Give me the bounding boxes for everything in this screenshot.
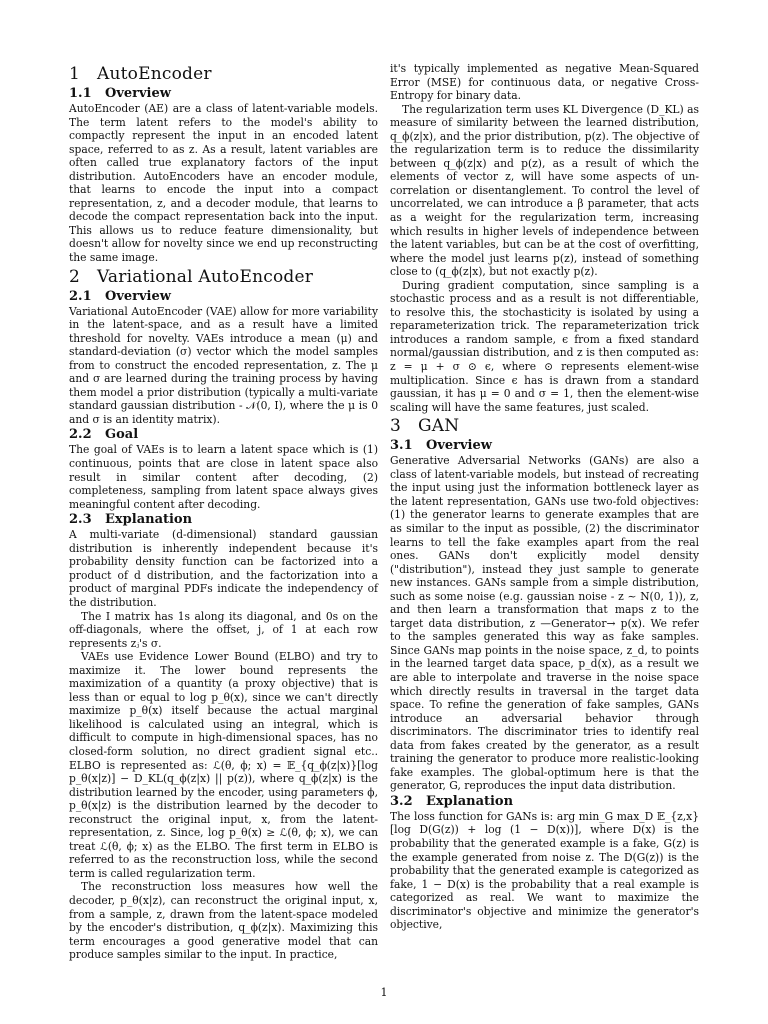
heading-number: 2.1	[69, 288, 92, 304]
heading-number: 3.2	[390, 793, 413, 809]
heading-number: 2.2	[69, 427, 92, 443]
heading-title: AutoEncoder	[97, 64, 212, 84]
heading-number: 2	[69, 266, 81, 287]
heading-number: 2.3	[69, 512, 92, 528]
subsection-heading	[69, 86, 378, 101]
subsection-heading	[390, 794, 699, 809]
paragraph: The I matrix has 1s along its diagonal, and 0s on the off-diagonals, where the offset, j, of 1 at each row represents zⱼ's σ.	[69, 609, 378, 650]
heading-title: Explanation	[105, 512, 193, 528]
heading-number: 1	[69, 64, 81, 84]
paragraph: The reconstruction loss measures how well the decoder, p_θ(x|z), can reconstruct the original input, x, from a sample, z, drawn from the latent-space modeled by the encoder's distribution, q_ϕ(z|x). Maximizing this term encourages a good generative model that can produce samples similar to the input. In practice,	[69, 880, 378, 962]
page-number: 1	[380, 986, 388, 999]
paragraph: A multi-variate (d-dimensional) standard gaussian distribution is inherently independent because it's probability density function can be factorized into a product of d distribution, and the factorization into a product of marginal PDFs indicate the independency of the distribution.	[69, 528, 378, 609]
paragraph: VAEs use Evidence Lower Bound (ELBO) and try to maximize it. The lower bound represents the maximization of a quantity (a proxy objective) that is less than or equal to log p_θ(x), since we can't directly maximize p_θ(x) itself because the actual marginal likelihood is calculated using an integral, which is difficult to compute in high-dimensional spaces, has no closed-form solution, no direct gradient signal etc.. ELBO is represented as: ℒ(θ, ϕ; x) = 𝔼_{q_ϕ(z|x)}[log p_θ(x|z)] − D_KL(q_ϕ(z|x) || p(z)), where q_ϕ(z|x) is the distribution learned by the encoder, using parameters ϕ, p_θ(x|z) is the distribution learned by the decoder to reconstruct the original input, x, from the latent-representation, z. Since, log p_θ(x) ≥ ℒ(θ, ϕ; x), we can treat ℒ(θ, ϕ; x) as the ELBO. The first term in ELBO is referred to as the reconstruction loss, while the second term is called regularization term.	[69, 650, 378, 880]
paragraph: Variational AutoEncoder (VAE) allow for more variability in the latent-space, and as a result have a limited threshold for novelty. VAEs introduce a mean (μ) and standard-deviation (σ) vector which the model samples from to construct the encoded representation, z. The μ and σ are learned during the training process by having them model a prior distribution (typically a multi-variate standard gaussian distribution - 𝒩(0, I), where the μ is 0 and σ is an identity matrix).	[69, 304, 378, 426]
heading-title: Overview	[426, 438, 492, 454]
heading-title: GAN	[418, 416, 460, 437]
heading-title: Overview	[105, 86, 171, 101]
subsection-heading	[390, 438, 699, 453]
section-heading	[69, 267, 378, 287]
paragraph: Generative Adversarial Networks (GANs) are also a class of latent-variable models, but instead of recreating the input using just the information bottleneck layer as the latent representation, GANs use two-fold objectives: (1) the generator learns to generate examples that are as similar to the input as possible, (2) the discriminator learns to tell the fake examples apart from the real ones. GANs don't explicitly model density ("distribution"), instead they just sample to generate new instances. GANs sample from a simple distribution, such as some noise (e.g. gaussian noise - z ∼ N(0, 1)), z, and then learn a transformation that maps z to the target data distribution, z —Generator→ p(x). We refer to the samples generated this way as fake samples. Since GANs map points in the noise space, z_d, to points in the learned target data space, p_d(x), as a result we are able to interpolate and traverse in the noise space which directly results in traversal in the target data space. To refine the generation of fake samples, GANs introduce an adversarial behavior through discriminators. The discriminator tries to identify real data from fakes created by the generator, as a result training the generator to produce more realistic-looking fake examples. The global-optimum here is that the generator, G, reproduces the input data distribution.	[390, 454, 699, 793]
heading-title: Overview	[105, 288, 171, 304]
paragraph: The regularization term uses KL Divergence (D_KL) as measure of similarity between the learned distribution, q_ϕ(z|x), and the prior distribution, p(z). The objective of the regularization term is to reduce the dissimilarity between q_ϕ(z|x) and p(z), as a result of which the elements of vector z, will have some aspects of un-correlation or disentanglement. To control the level of uncorrelated, we can introduce a β parameter, that acts as a weight for the regularization term, increasing which results in higher levels of independence between the latent variables, but can be at the cost of overfitting, where the model just learns p(z), instead of something close to (q_ϕ(z|x), but not exactly p(z).	[390, 102, 699, 279]
left-column	[69, 62, 378, 962]
heading-title: Variational AutoEncoder	[97, 266, 314, 287]
paragraph: AutoEncoder (AE) are a class of latent-variable models. The term latent refers to the model's ability to compactly represent the input in an encoded latent space, referred to as z. As a result, latent variables are often called true explanatory factors of the input distribution. AutoEncoders have an encoder module, that learns to encode the input into a compact representation, z, and a decoder module, that learns to decode the compact representation back into the input. This allows us to reduce feature dimensionality, but doesn't allow for novelty since we end up reconstructing the same image.	[69, 102, 378, 265]
heading-title: Goal	[105, 427, 139, 443]
heading-number: 1.1	[69, 86, 92, 101]
paragraph: it's typically implemented as negative Mean-Squared Error (MSE) for continuous data, or negative Cross-Entropy for binary data.	[390, 62, 699, 103]
right-column	[390, 62, 699, 932]
heading-title: Explanation	[426, 793, 514, 809]
subsection-heading	[69, 427, 378, 442]
paragraph: During gradient computation, since sampling is a stochastic process and as a result is not differentiable, to resolve this, the stochasticity is isolated by using a reparameterization trick. The reparameterization trick introduces a random sample, ϵ from a fixed standard normal/gaussian distribution, and z is then computed as: z = μ + σ ⊙ ϵ, where ⊙ represents element-wise multiplication. Since ϵ has is drawn from a standard gaussian, it has μ = 0 and σ = 1, then the element-wise scaling will have the same features, just scaled.	[390, 278, 699, 414]
heading-number: 3.1	[390, 438, 413, 454]
paragraph: The goal of VAEs is to learn a latent space which is (1) continuous, points that are close in latent space also result in similar content after decoding, (2) completeness, sampling from latent space always gives meaningful content after decoding.	[69, 443, 378, 511]
paragraph: The loss function for GANs is: arg min_G max_D 𝔼_{z,x}[log D(G(z)) + log (1 − D(x))], where D(x) is the probability that the generated example is a fake, G(z) is the example generated from noise z. The D(G(z)) is the probability that the generated example is categorized as fake, 1 − D(x) is the probability that a real example is categorized as real. We want to maximize the discriminator's objective and minimize the generator's objective,	[390, 809, 699, 932]
subsection-heading	[69, 512, 378, 527]
section-heading	[390, 416, 699, 436]
heading-number: 3	[390, 416, 402, 437]
section-heading	[69, 64, 378, 84]
subsection-heading	[69, 289, 378, 304]
